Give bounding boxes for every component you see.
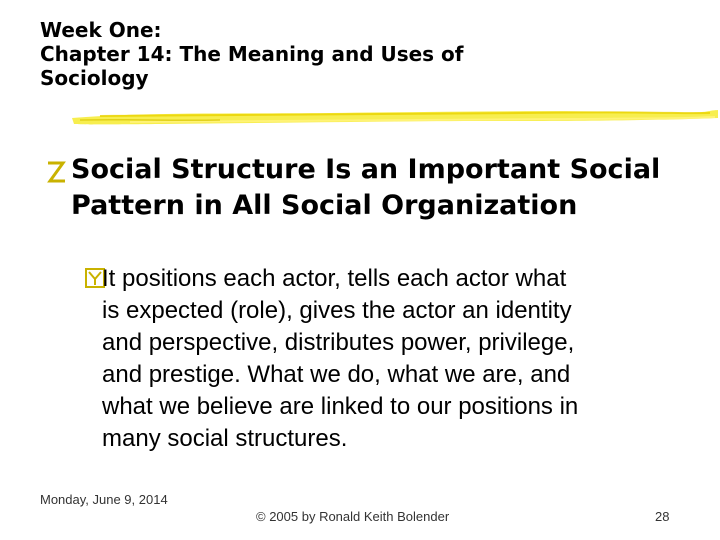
bullet-level-2-line: and prestige. What we do, what we are, and [102,361,571,388]
z-bullet-icon [44,152,72,188]
bullet-level-1-text: Social Structure Is an Important Social Pattern in All Social Organization [71,154,661,221]
footer-page-number: 28 [655,509,670,524]
footer-copyright: © 2005 by Ronald Keith Bolender [256,509,450,524]
bullet-level-2-line: what we believe are linked to our positions in [102,393,579,420]
bullet-level-2-line: and perspective, distributes power, privilege, [102,329,575,356]
yellow-brush-stroke-divider [70,102,720,132]
bullet-level-2-line: is expected (role), gives the actor an identity [102,297,572,324]
title-line-1: Week One: [40,18,162,42]
bullet-level-2-line: It positions each actor, tells each actor what [102,265,567,292]
title-line-2: Chapter 14: The Meaning and Uses of [40,42,464,66]
title-line-3: Sociology [40,66,149,90]
slide-title [40,18,680,90]
footer-date: Monday, June 9, 2014 [40,492,168,507]
bullet-level-2-text [102,263,682,455]
bullet-level-2-line: many social structures. [102,425,348,452]
